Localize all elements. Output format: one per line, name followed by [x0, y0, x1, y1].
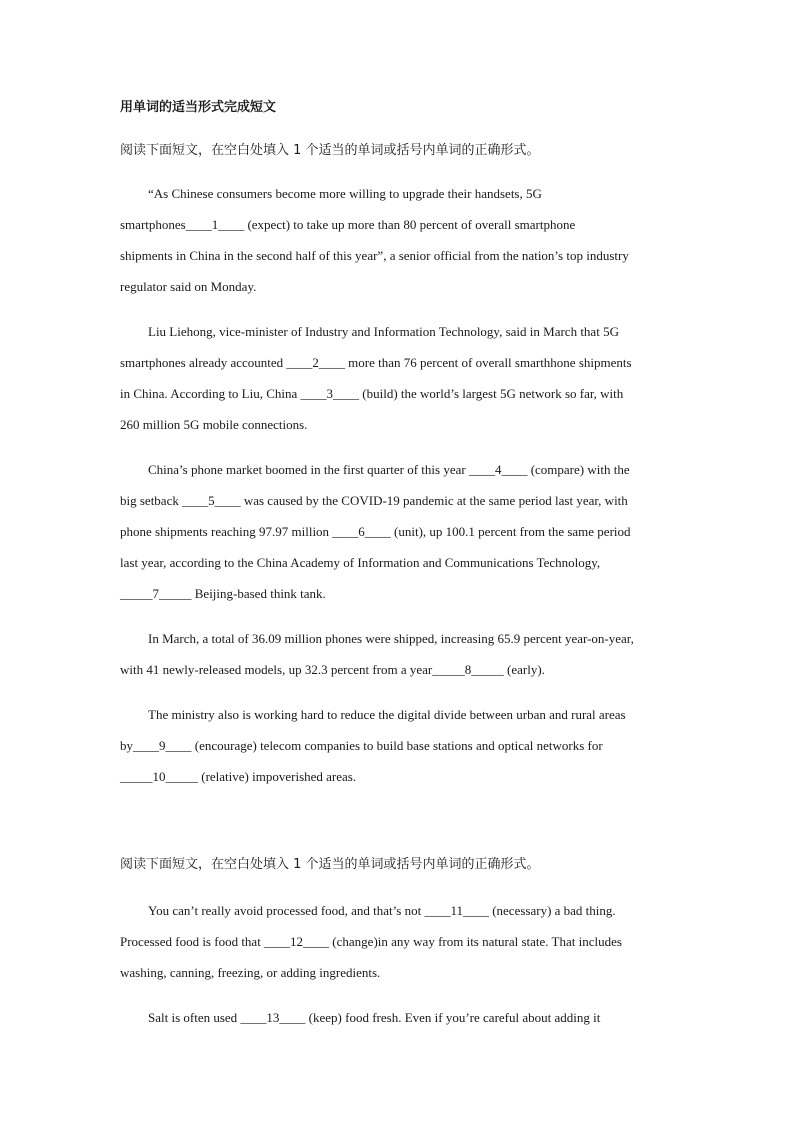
paragraph-line: smartphones____1____ (expect) to take up more than 80 percent of overall smartphone — [120, 217, 576, 232]
page-title: 用单词的适当形式完成短文 — [120, 100, 277, 115]
paragraph-line: China’s phone market boomed in the first quarter of this year ____4____ (compare) with the — [148, 462, 630, 477]
paragraph-line: regulator said on Monday. — [120, 279, 257, 294]
paragraph-line: You can’t really avoid processed food, and that’s not ____11____ (necessary) a bad thing. — [148, 903, 616, 918]
paragraph-line: smartphones already accounted ____2____ more than 76 percent of overall smarthhone shipments — [120, 355, 632, 370]
paragraph-line: by____9____ (encourage) telecom companies to build base stations and optical networks for — [120, 738, 603, 753]
paragraph-line: “As Chinese consumers become more willing to upgrade their handsets, 5G — [148, 186, 542, 201]
paragraph-line: Processed food is food that ____12____ (change)in any way from its natural state. That includes — [120, 934, 622, 949]
paragraph-line: phone shipments reaching 97.97 million ____6____ (unit), up 100.1 percent from the same period — [120, 524, 631, 539]
paragraph-line: last year, according to the China Academy of Information and Communications Technology, — [120, 555, 601, 570]
paragraph-line: big setback ____5____ was caused by the COVID-19 pandemic at the same period last year, with — [120, 493, 628, 508]
paragraph-line: 260 million 5G mobile connections. — [120, 417, 308, 432]
paragraph-line: shipments in China in the second half of this year”, a senior official from the nation’s top industry — [120, 248, 629, 263]
paragraph-line: _____10_____ (relative) impoverished areas. — [120, 769, 357, 784]
paragraph-line: with 41 newly-released models, up 32.3 percent from a year_____8_____ (early). — [120, 662, 545, 677]
paragraph-line: The ministry also is working hard to reduce the digital divide between urban and rural areas — [148, 707, 626, 722]
section2-instruction: 阅读下面短文，在空白处填入 1 个适当的单词或括号内单词的正确形式。 — [120, 857, 540, 872]
paragraph-line: in China. According to Liu, China ____3____ (build) the world’s largest 5G network so far, with — [120, 386, 624, 401]
section1-instruction: 阅读下面短文，在空白处填入 1 个适当的单词或括号内单词的正确形式。 — [120, 143, 540, 158]
paragraph-line: _____7_____ Beijing-based think tank. — [120, 586, 326, 601]
paragraph-line: washing, canning, freezing, or adding ingredients. — [120, 965, 381, 980]
paragraph-line: In March, a total of 36.09 million phones were shipped, increasing 65.9 percent year-on-year, — [148, 631, 634, 646]
paragraph-line: Salt is often used ____13____ (keep) food fresh. Even if you’re careful about adding it — [148, 1010, 601, 1025]
paragraph-line: Liu Liehong, vice-minister of Industry and Information Technology, said in March that 5G — [148, 324, 619, 339]
